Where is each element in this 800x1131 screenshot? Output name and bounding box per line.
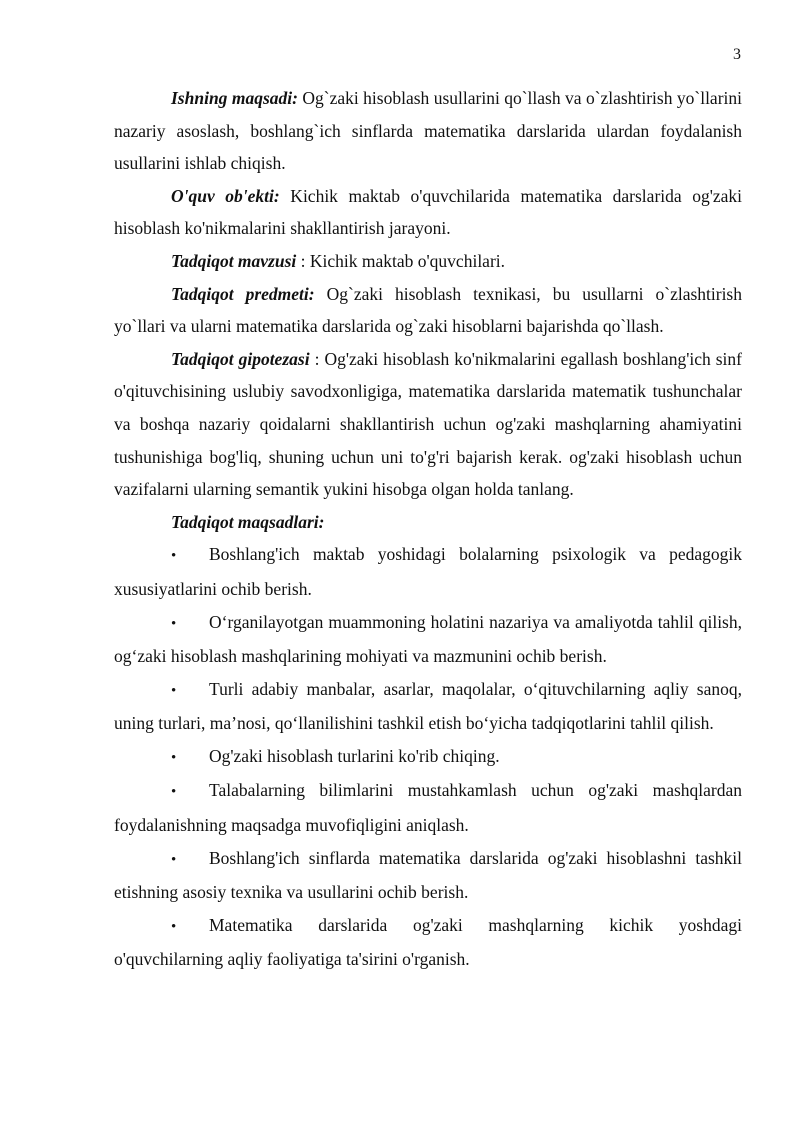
paragraph-oquv-obekti xyxy=(114,180,742,245)
objectives-heading xyxy=(114,506,742,539)
paragraph-tadqiqot-mavzusi xyxy=(114,245,742,278)
document-body xyxy=(114,82,742,976)
list-item-text: Og'zaki hisoblash turlarini ko'rib chiqing. xyxy=(209,745,500,766)
list-item xyxy=(114,909,742,976)
list-item xyxy=(114,606,742,673)
list-item xyxy=(114,842,742,909)
list-item-text: Talabalarning bilimlarini mustahkamlash uchun og'zaki mashqlardan foydalanishning maqsadga muvofiqligini aniqlash. xyxy=(114,780,742,836)
paragraph-label: Tadqiqot gipotezasi xyxy=(171,348,310,369)
paragraph-ishning-maqsadi xyxy=(114,82,742,180)
bullet-icon: • xyxy=(171,615,177,632)
paragraph-text: Kichik maktab o'quvchilarida matematika darslarida og'zaki hisoblash ko'nikmalarini shakllantirish jarayoni. xyxy=(114,185,742,239)
paragraph-label: Tadqiqot mavzusi xyxy=(171,250,297,271)
bullet-icon: • xyxy=(171,548,177,565)
paragraph-tadqiqot-predmeti xyxy=(114,278,742,343)
list-item xyxy=(114,538,742,605)
paragraph-text: Og`zaki hisoblash texnikasi, bu usullarni o`zlashtirish yo`llari va ularni matematika darslarida og`zaki hisoblarni bajarishda qo`llash. xyxy=(114,283,742,337)
list-item-text: Boshlang'ich maktab yoshidagi bolalarning psixologik va pedagogik xususiyatlarini ochib berish. xyxy=(114,544,742,599)
paragraph-label: O'quv ob'ekti: xyxy=(171,185,280,206)
list-item-text: Matematika darslarida og'zaki mashqlarning kichik yoshdagi o'quvchilarning aqliy faoliyatiga ta'sirini o'rganish. xyxy=(114,914,742,970)
bullet-icon: • xyxy=(171,918,177,935)
list-item xyxy=(114,673,742,740)
list-item-text: O‘rganilayotgan muammoning holatini nazariya va amaliyotda tahlil qilish, og‘zaki hisoblash mashqlarining mohiyati va mazmunini ochib berish. xyxy=(114,611,742,667)
page-number: 3 xyxy=(733,46,741,63)
paragraph-label: Ishning maqsadi: xyxy=(171,88,298,108)
bullet-icon: • xyxy=(171,749,177,766)
paragraph-tadqiqot-gipotezasi xyxy=(114,343,742,506)
list-item-text: Turli adabiy manbalar, asarlar, maqolalar, o‘qituvchilarning aqliy sanoq, uning turlari, ma’nosi, qo‘llanilishini tashkil etish bo‘yicha tadqiqotlarini tahlil qilish. xyxy=(114,678,742,734)
bullet-icon: • xyxy=(171,682,177,699)
bullet-icon: • xyxy=(171,784,177,801)
paragraph-text: : Og'zaki hisoblash ko'nikmalarini egallash boshlang'ich sinf o'qituvchisining uslubiy savodxonligiga, matematika darslarida matematik tushunchalar va boshqa nazariy qoidalarni shakllantirish uchun og'zaki mashqlarning ahamiyatini tushunishiga bog'liq, shuning uchun uni to'g'ri bajarish kerak. og'zaki hisoblash uchun vazifalarni ularning semantik yukini hisobga olgan holda tanlang. xyxy=(114,348,742,500)
list-item-text: Boshlang'ich sinflarda matematika darslarida og'zaki hisoblashni tashkil etishning asosiy texnika va usullarini ochib berish. xyxy=(114,847,742,903)
paragraph-label: Tadqiqot predmeti: xyxy=(171,283,315,304)
bullet-icon: • xyxy=(171,851,177,868)
list-item xyxy=(114,740,742,775)
list-item xyxy=(114,774,742,841)
paragraph-text: Og`zaki hisoblash usullarini qo`llash va o`zlashtirish yo`llarini nazariy asoslash, boshlang`ich sinflarda matematika darslarida ulardan foydalanish usullarini ishlab chiqish. xyxy=(114,88,742,174)
objectives-heading-label: Tadqiqot maqsadlari: xyxy=(171,511,325,532)
paragraph-text: : Kichik maktab o'quvchilari. xyxy=(296,250,506,271)
